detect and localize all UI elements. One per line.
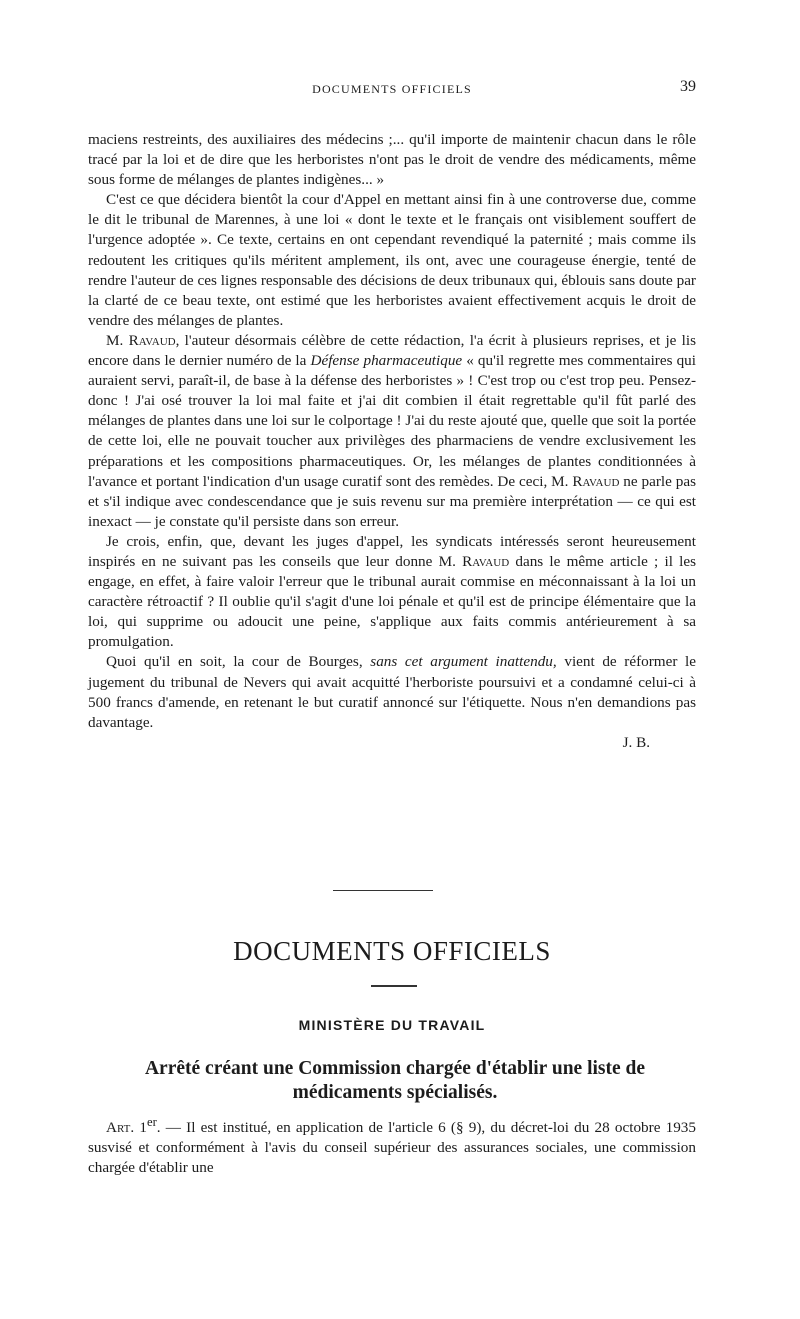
paragraph-3	[88, 331, 696, 532]
paragraph-4	[88, 532, 696, 653]
page-number: 39	[680, 78, 696, 95]
paragraph-4-text-b: dans le même article ; il les engage, en effet, à faire valoir l'erreur que le tribunal aurait commise en méconnaissant à la loi un caractère rétroactif ? Il oublie qu'il s'agit d'une loi pénale et qu'il est de principe élémentaire que la loi, qui supprime ou adoucit une peine, s'applique aux faits commis antérieurement à sa promulgation.	[88, 552, 697, 651]
article-1-paragraph	[88, 1112, 696, 1178]
paragraph-3-prefix: M.	[106, 331, 124, 349]
running-title: DOCUMENTS OFFICIELS	[312, 82, 472, 96]
author-name-2: Ravaud	[572, 472, 620, 490]
article-1	[88, 1112, 696, 1178]
paragraph-4-text-a: Je crois, enfin, que, devant les juges d'appel, les syndicats intéressés seront heureusement inspirés en ne suivant pas les conseils que leur donne M.	[88, 532, 696, 570]
section-title: DOCUMENTS OFFICIELS	[233, 936, 551, 966]
paragraph-5	[88, 652, 696, 732]
page-header	[88, 78, 696, 102]
paragraph-2: C'est ce que décidera bientôt la cour d'Appel en mettant ainsi fin à une controverse due, comme le dit le tribunal de Marennes, à une loi « dont le texte et le français ont visiblement souffert de l'urgence adoptée ». Ce texte, certains en ont cependant revendiqué la paternité ; mais comme ils redoutent les critiques qu'ils méritent amplement, ils ont, avec une courageuse énergie, tenté de rendre l'auteur de ces lignes responsable des décisions de deux tribunaux qui, éblouis sans doute par la clarté de ce beau texte, ont estimé que les herboristes avaient effectivement acquis le droit de vendre des mélanges de plantes.	[88, 191, 696, 329]
decree-title: Arrêté créant une Commission chargée d'établir une liste de médicaments spécialisés.	[144, 1058, 646, 1103]
paragraph-1: maciens restreints, des auxiliaires des médecins ;... qu'il importe de maintenir chacun dans le rôle tracé par la loi et de dire que les herboristes n'ont pas le droit de vendre des médicaments, même sous forme de mélanges de plantes indigènes... »	[88, 131, 696, 189]
title-underline	[371, 985, 417, 987]
article-label: Art.	[106, 1119, 135, 1137]
author-name-3: Ravaud	[462, 552, 510, 570]
article-number: 1	[139, 1119, 147, 1137]
paragraph-5-text-a: Quoi qu'il en soit, la cour de Bourges,	[106, 653, 363, 671]
paragraph-3-text-c: ne parle pas et s'il indique avec condescendance que je suis revenu sur ma première interprétation — ce qui est inexact — je constate qu'il persiste dans son erreur.	[88, 472, 697, 530]
author-name: Ravaud	[128, 331, 176, 349]
paragraph-3-text-b: « qu'il regrette mes commentaires qui auraient servi, paraît-il, de base à la défense des herboristes » ! C'est trop ou c'est trop peu. Pensez-donc ! J'ai osé trouver la loi mal faite et j'ai dit combien il était regrettable qu'il fût parlé des mélanges de plantes dans une loi sur le colportage ! J'ai du reste ajouté que, quelle que soit la portée de cette loi, elle ne pouvait toucher aux privilèges des pharmaciens de vendre exclusivement les préparations et les compositions pharmaceutiques. Or, les mélanges de plantes conditionnées à l'avance et portant l'indication d'un usage curatif sont des remèdes. De ceci, M.	[88, 352, 696, 490]
separator-rule	[333, 890, 433, 891]
journal-title: Défense pharmaceutique	[310, 352, 463, 370]
ministry-heading: MINISTÈRE DU TRAVAIL	[298, 1017, 486, 1033]
paragraph-5-italic: sans cet argument inattendu,	[370, 653, 557, 671]
article-text: . — Il est institué, en application de l'article 6 (§ 9), du décret-loi du 28 octobre 1935 susvisé et conformément à l'avis du conseil supérieur des assurances sociales, une commission chargée d'établir une	[88, 1119, 696, 1177]
signature: J. B.	[622, 733, 650, 751]
article-ordinal: er	[146, 1115, 157, 1129]
paragraph-3-text-a: , l'auteur désormais célèbre de cette rédaction, l'a écrit à plusieurs reprises, et je lis encore dans le dernier numéro de la	[88, 331, 696, 370]
article-body	[88, 130, 696, 753]
paragraph-5-text-b: vient de réformer le jugement du tribunal de Nevers qui avait acquitté l'herboriste poursuivi et a condamné celui-ci à 500 francs d'amende, en retenant le but curatif annoncé sur l'étiquette. Nous n'en demandions pas davantage.	[88, 653, 697, 731]
